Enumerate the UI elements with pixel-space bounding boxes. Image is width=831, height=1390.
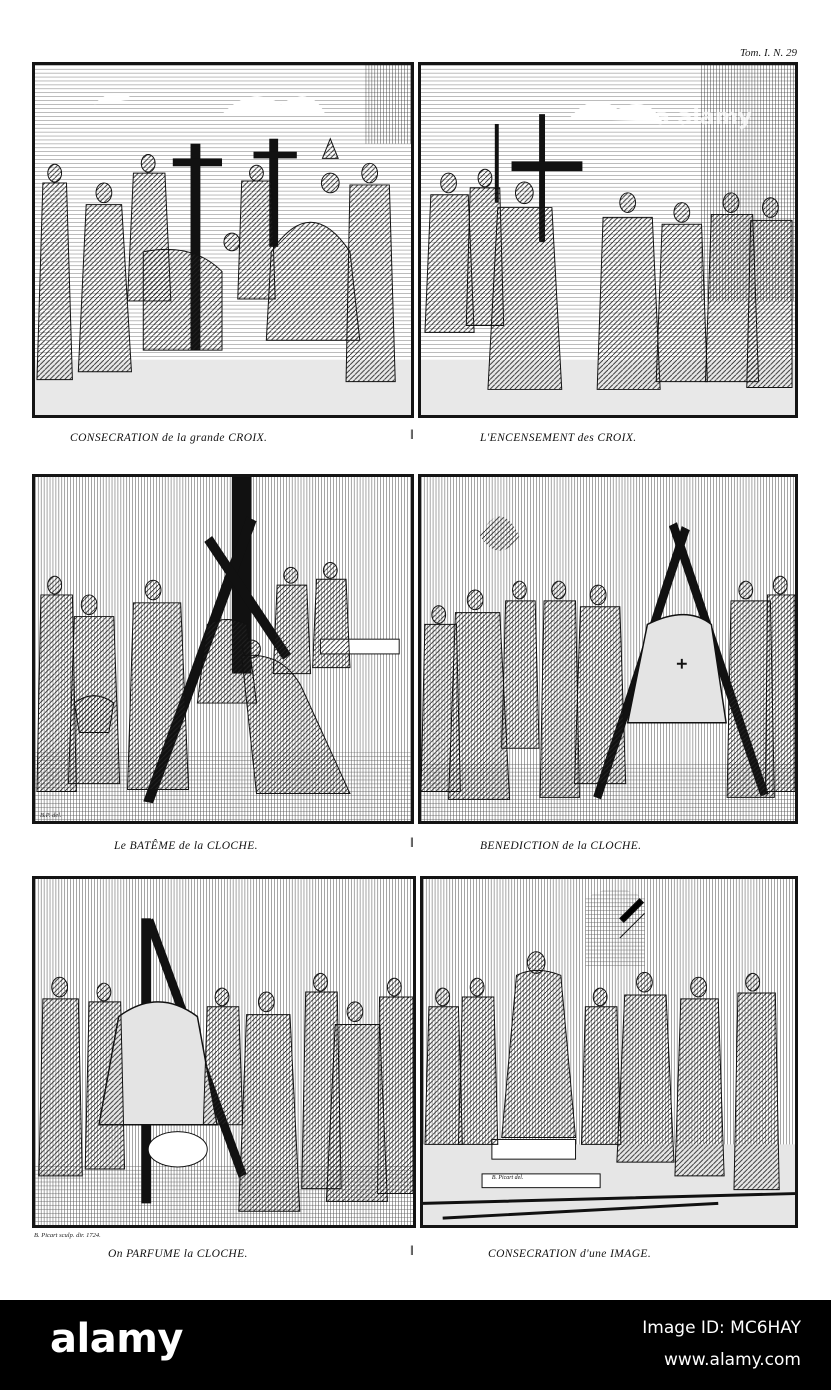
engraving-bell-blessing-image xyxy=(421,477,795,821)
credit-in-plate-signature: B. Picart del. xyxy=(491,1174,524,1181)
engraving-bell-baptism-image xyxy=(35,477,411,821)
panel-image-consecration xyxy=(420,876,798,1228)
caption-separator-middle: ‖ xyxy=(410,836,414,851)
stock-url[interactable]: www.alamy.com xyxy=(663,1350,801,1370)
credit-draughtsman: B.P. del. xyxy=(40,812,62,819)
panel-bell-baptism xyxy=(32,474,414,824)
plate-reference: Tom. I. N. 29 xyxy=(739,47,797,59)
engraving-image-consecration-image xyxy=(423,879,795,1225)
panel-incensing-crosses xyxy=(418,62,798,418)
stock-watermark: a alamy xyxy=(655,105,753,130)
caption-separator: ‖ xyxy=(410,428,414,443)
panel-bell-perfuming xyxy=(32,876,416,1228)
alamy-logo: alamy xyxy=(50,1316,183,1362)
image-id: Image ID: MC6HAY xyxy=(642,1318,801,1338)
caption-separator-bottom: ‖ xyxy=(410,1244,414,1259)
caption-image-consecration: CONSECRATION d'une IMAGE. xyxy=(488,1248,652,1260)
caption-bell-blessing: BENEDICTION de la CLOCHE. xyxy=(480,840,642,852)
credit-engraver: B. Picart sculp. dir. 1724. xyxy=(34,1232,101,1239)
caption-bell-perfuming: On PARFUME la CLOCHE. xyxy=(108,1248,248,1260)
engraving-incensing-crosses-image xyxy=(421,65,795,415)
stock-footer xyxy=(0,1300,831,1390)
caption-incensing-crosses: L'ENCENSEMENT des CROIX. xyxy=(480,432,637,444)
caption-bell-baptism: Le BATÊME de la CLOCHE. xyxy=(114,840,258,852)
panel-bell-blessing xyxy=(418,474,798,824)
panel-consecration-cross xyxy=(32,62,414,418)
caption-consecration-cross: CONSECRATION de la grande CROIX. xyxy=(70,432,268,444)
engraving-consecration-cross-image xyxy=(35,65,411,415)
engraving-bell-perfuming-image xyxy=(35,879,413,1225)
